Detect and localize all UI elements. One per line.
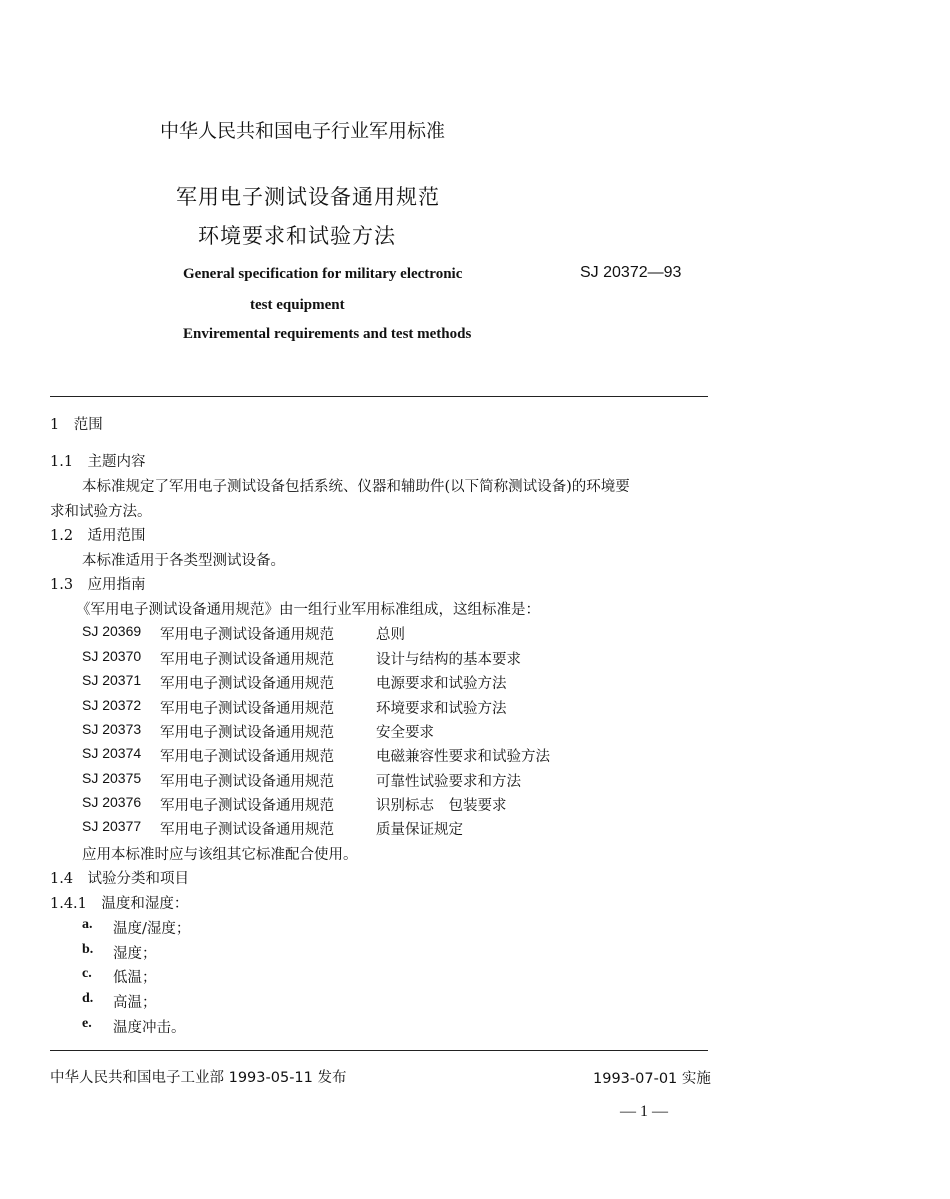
standard-series-cell: 军用电子测试设备通用规范 xyxy=(160,701,334,717)
standard-topic-cell: 可靠性试验要求和方法 xyxy=(376,774,521,790)
standard-topic-cell: 环境要求和试验方法 xyxy=(376,701,507,717)
section-1-1-text-line2: 求和试验方法。 xyxy=(50,504,152,520)
standard-code-cell: SJ 20373 xyxy=(82,721,142,737)
list-item: 高温； xyxy=(113,995,157,1011)
section-1-3-intro: 《军用电子测试设备通用规范》由一组行业军用标准组成，这组标准是： xyxy=(76,602,540,618)
standard-code-cell: SJ 20371 xyxy=(82,672,142,688)
list-item: 温度/湿度； xyxy=(113,921,191,937)
standard-code-cell: SJ 20372 xyxy=(82,697,142,713)
list-item: 湿度； xyxy=(113,946,157,962)
list-item-letter: b. xyxy=(82,942,94,957)
standard-topic-cell: 识别标志 包装要求 xyxy=(376,798,507,814)
issuing-standard-header: 中华人民共和国电子行业军用标准 xyxy=(160,120,446,142)
section-1-2-heading: 1.2 适用范围 xyxy=(50,528,146,544)
standard-series-cell: 军用电子测试设备通用规范 xyxy=(160,822,334,838)
list-item: 温度冲击。 xyxy=(113,1020,186,1036)
english-title-line1: General specification for military electronic xyxy=(183,266,463,282)
standard-code-cell: SJ 20370 xyxy=(82,648,142,664)
section-1-1-heading: 1.1 主题内容 xyxy=(50,454,146,470)
section-1-2-text: 本标准适用于各类型测试设备。 xyxy=(82,553,285,569)
standard-topic-cell: 质量保证规定 xyxy=(376,822,463,838)
standard-topic-cell: 电源要求和试验方法 xyxy=(376,676,507,692)
document-title-line2: 环境要求和试验方法 xyxy=(198,224,396,248)
document-title-line1: 军用电子测试设备通用规范 xyxy=(176,185,440,209)
section-1-1-text-line1: 本标准规定了军用电子测试设备包括系统、仪器和辅助件(以下简称测试设备)的环境要 xyxy=(82,479,630,495)
section-1-3-closing: 应用本标准时应与该组其它标准配合使用。 xyxy=(82,847,358,863)
standard-code-cell: SJ 20375 xyxy=(82,770,142,786)
standard-topic-cell: 安全要求 xyxy=(376,725,434,741)
standard-series-cell: 军用电子测试设备通用规范 xyxy=(160,676,334,692)
standard-series-cell: 军用电子测试设备通用规范 xyxy=(160,725,334,741)
standard-code-cell: SJ 20377 xyxy=(82,818,142,834)
effective-date: 1993-07-01 实施 xyxy=(593,1071,711,1087)
issued-by-date: 中华人民共和国电子工业部 1993-05-11 发布 xyxy=(50,1070,347,1086)
section-1-heading: 1 范围 xyxy=(50,417,103,433)
standard-topic-cell: 总则 xyxy=(376,627,405,643)
list-item-letter: e. xyxy=(82,1016,92,1031)
list-item-letter: a. xyxy=(82,917,93,932)
standard-code-cell: SJ 20369 xyxy=(82,623,142,639)
standard-code: SJ 20372—93 xyxy=(580,264,682,281)
list-item-letter: d. xyxy=(82,991,94,1006)
standard-series-cell: 军用电子测试设备通用规范 xyxy=(160,652,334,668)
standard-series-cell: 军用电子测试设备通用规范 xyxy=(160,774,334,790)
page-number: — 1 — xyxy=(620,1103,668,1120)
header-divider xyxy=(50,396,708,397)
standard-series-cell: 军用电子测试设备通用规范 xyxy=(160,798,334,814)
english-title-line2: test equipment xyxy=(250,297,345,313)
list-item-letter: c. xyxy=(82,966,92,981)
standard-code-cell: SJ 20376 xyxy=(82,794,142,810)
standard-topic-cell: 电磁兼容性要求和试验方法 xyxy=(376,749,550,765)
standard-series-cell: 军用电子测试设备通用规范 xyxy=(160,749,334,765)
standard-topic-cell: 设计与结构的基本要求 xyxy=(376,652,521,668)
english-title-line3: Enviremental requirements and test methods xyxy=(183,326,472,342)
standard-series-cell: 军用电子测试设备通用规范 xyxy=(160,627,334,643)
standard-code-cell: SJ 20374 xyxy=(82,745,142,761)
section-1-3-heading: 1.3 应用指南 xyxy=(50,577,146,593)
list-item: 低温； xyxy=(113,970,157,986)
footer-divider xyxy=(50,1050,708,1051)
section-1-4-heading: 1.4 试验分类和项目 xyxy=(50,871,190,887)
section-1-4-1-heading: 1.4.1 温度和湿度： xyxy=(50,896,189,912)
